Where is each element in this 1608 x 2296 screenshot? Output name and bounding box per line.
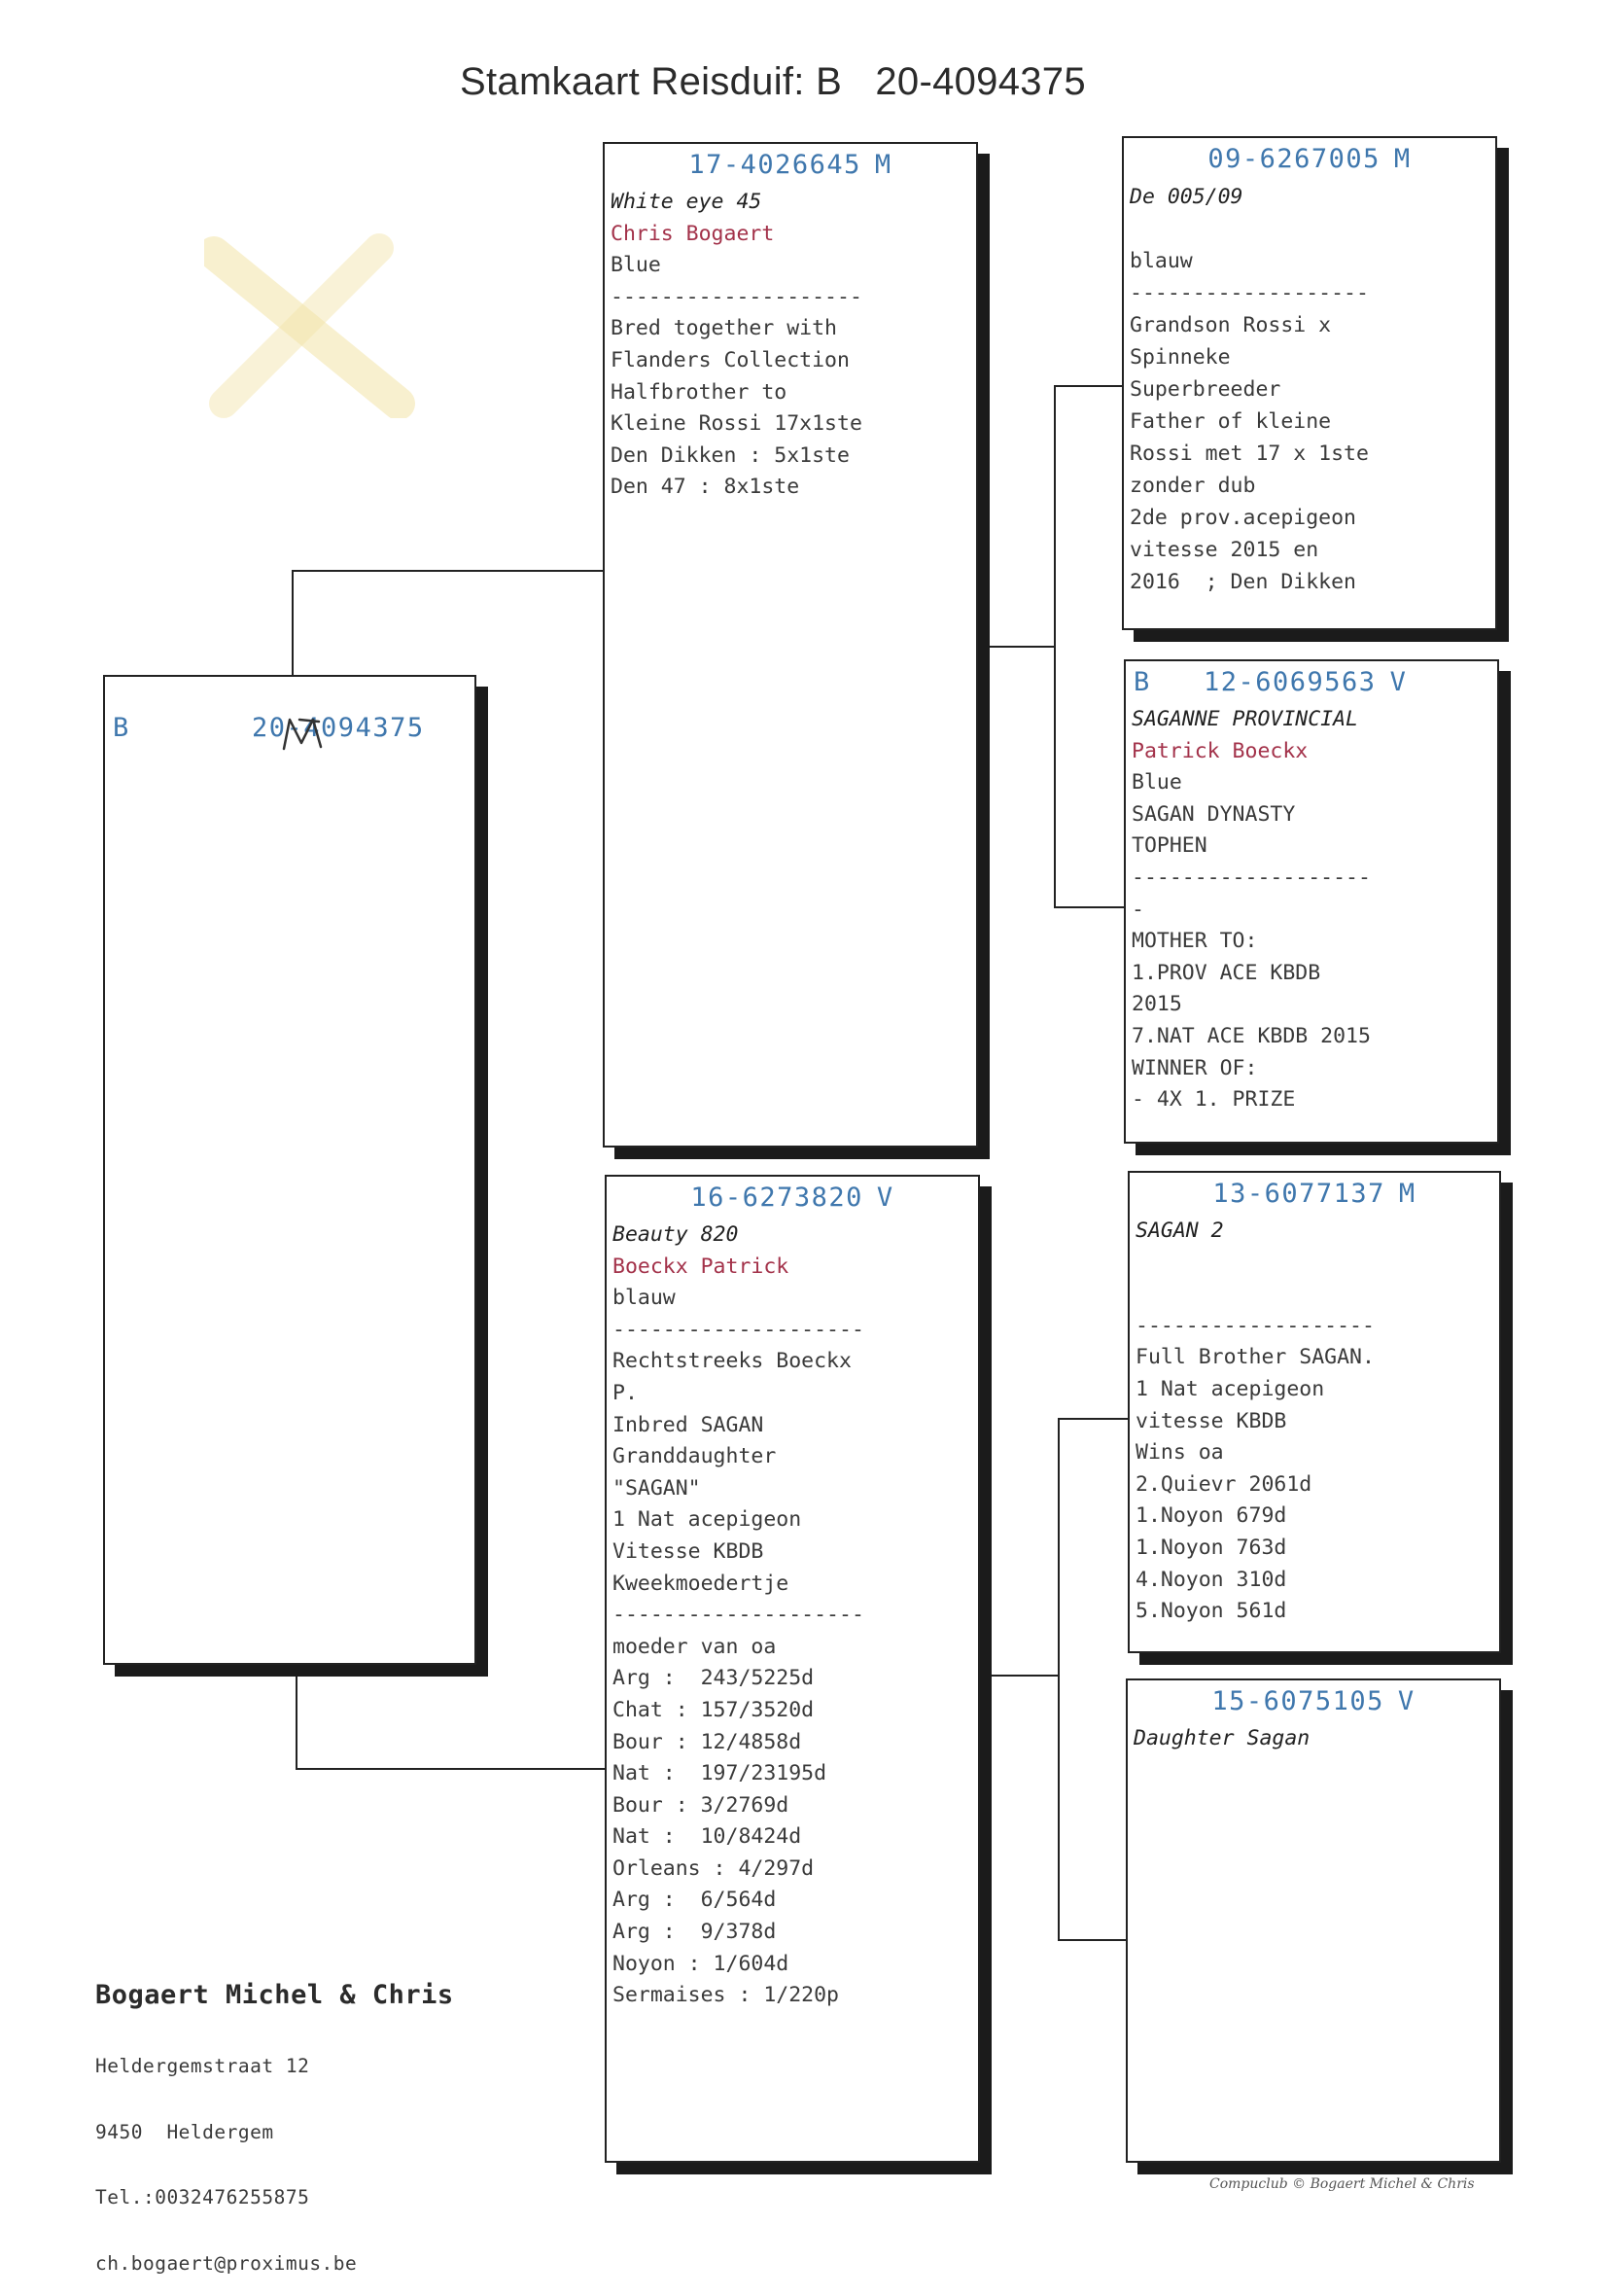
mother-line: moeder van oa [612, 1634, 777, 1659]
ff-box [1122, 136, 1497, 630]
subject-country: B [113, 713, 130, 743]
ff-line: zonder dub [1130, 474, 1256, 498]
father-breeder: Chris Bogaert [611, 221, 775, 246]
mf-line: 4.Noyon 310d [1136, 1567, 1287, 1592]
mm-box [1126, 1678, 1501, 2163]
mother-box [605, 1175, 980, 2163]
mf-ring-row [1130, 1179, 1499, 1209]
ff-ring: 09-6267005 [1207, 144, 1381, 174]
connector-ff-h [1054, 385, 1124, 387]
ff-line: vitesse 2015 en [1130, 538, 1319, 562]
mf-line: Wins oa [1136, 1440, 1224, 1466]
tape-mark [204, 233, 418, 418]
father-box [603, 142, 978, 1148]
fm-line: 2015 [1132, 992, 1182, 1017]
ff-sex: M [1393, 144, 1412, 174]
fm-country: B [1134, 667, 1151, 697]
connector-mf-h [1058, 1418, 1130, 1420]
fm-line: TOPHEN [1132, 833, 1207, 859]
mm-ring-row [1128, 1686, 1499, 1716]
ff-line: Rossi met 17 x 1ste [1130, 442, 1369, 466]
mf-line: 1 Nat acepigeon [1136, 1376, 1325, 1401]
fm-breeder: Patrick Boeckx [1132, 738, 1309, 763]
connector-father-v [1054, 385, 1056, 908]
fm-line: - [1132, 897, 1144, 922]
mm-info [1134, 1723, 1495, 1755]
mother-line: Chat : 157/3520d [612, 1697, 815, 1722]
mother-ring: 16-6273820 [690, 1183, 863, 1213]
owner-block [95, 1939, 454, 2296]
mf-line: 1.Noyon 679d [1136, 1503, 1287, 1529]
mother-name: Beauty 820 [612, 1222, 739, 1247]
ff-line: Father of kleine [1130, 409, 1332, 434]
subject-box [103, 675, 476, 1665]
mf-name: SAGAN 2 [1136, 1219, 1224, 1243]
ff-info [1130, 181, 1491, 598]
footer-credit: Compuclub © Bogaert Michel & Chris [1209, 2176, 1475, 2192]
mother-line: Nat : 197/23195d [612, 1761, 827, 1786]
mother-line: Kweekmoedertje [612, 1571, 789, 1596]
mother-line: Noyon : 1/604d [612, 1951, 789, 1976]
father-name: White eye 45 [611, 190, 762, 214]
mm-ring: 15-6075105 [1211, 1686, 1384, 1716]
ff-line: Superbreeder [1130, 377, 1281, 402]
owner-city: 9450 Heldergem [95, 2120, 274, 2143]
mf-line: vitesse KBDB [1136, 1408, 1287, 1433]
father-line: Flanders Collection [611, 347, 850, 372]
mother-line: Arg : 243/5225d [612, 1666, 815, 1691]
mother-line: "SAGAN" [612, 1475, 701, 1501]
connector-father-out [990, 646, 1056, 648]
ff-name: De 005/09 [1130, 185, 1243, 209]
mother-line: Vitesse KBDB [612, 1538, 764, 1564]
mf-line: 1.Noyon 763d [1136, 1535, 1287, 1560]
connector-fm-h [1054, 906, 1126, 908]
father-line: Den 47 : 8x1ste [611, 475, 800, 500]
mother-line: Arg : 9/378d [612, 1920, 777, 1945]
mother-info [612, 1219, 974, 2012]
mother-line: Granddaughter [612, 1444, 777, 1469]
fm-line: 1.PROV ACE KBDB [1132, 960, 1321, 985]
ff-color: blauw [1130, 249, 1193, 273]
mf-sex: M [1398, 1179, 1416, 1209]
fm-name: SAGANNE PROVINCIAL [1132, 707, 1358, 731]
subject-ring: 20-4094375 [252, 713, 425, 743]
ff-line: 2de prov.acepigeon [1130, 506, 1356, 530]
owner-phone: Tel.:0032476255875 [95, 2186, 310, 2208]
mf-ring: 13-6077137 [1212, 1179, 1385, 1209]
father-info [611, 187, 972, 504]
mother-line: Inbred SAGAN [612, 1412, 764, 1437]
fm-ring-row [1126, 667, 1575, 697]
connector-mother-v [1058, 1418, 1060, 1941]
mother-ring-row [607, 1183, 978, 1213]
mother-breeder: Boeckx Patrick [612, 1254, 789, 1279]
mother-line: -------------------- [612, 1317, 864, 1342]
owner-name: Bogaert Michel & Chris [95, 1980, 454, 2010]
ff-ring-row [1124, 144, 1495, 174]
fm-line: WINNER OF: [1132, 1055, 1258, 1080]
connector-subject-father-h [292, 570, 603, 572]
connector-mm-h [1058, 1939, 1130, 1941]
fm-box [1124, 659, 1499, 1144]
mother-line: Rechtstreeks Boeckx [612, 1349, 852, 1374]
ff-line: ------------------- [1130, 281, 1369, 305]
connector-subject-mother-h [296, 1768, 607, 1770]
mother-line: Arg : 6/564d [612, 1888, 777, 1913]
connector-subject-mother-v [296, 1669, 297, 1770]
fm-color: Blue [1132, 770, 1182, 795]
mf-line: 2.Quievr 2061d [1136, 1471, 1312, 1497]
fm-info [1132, 704, 1493, 1116]
fm-sex: V [1389, 667, 1408, 697]
mother-line: Nat : 10/8424d [612, 1824, 802, 1850]
page-title: Stamkaart Reisduif: B 20-4094375 [460, 60, 1086, 103]
fm-line: - 4X 1. PRIZE [1132, 1087, 1296, 1113]
father-line: Bred together with [611, 316, 837, 341]
father-sex: M [874, 150, 892, 180]
mother-line: Bour : 3/2769d [612, 1792, 789, 1818]
mm-name: Daughter Sagan [1134, 1726, 1311, 1750]
fm-line: ------------------- [1132, 865, 1371, 890]
owner-street: Heldergemstraat 12 [95, 2055, 310, 2077]
father-ring: 17-4026645 [688, 150, 861, 180]
owner-email: ch.bogaert@proximus.be [95, 2251, 358, 2275]
mother-line: Orleans : 4/297d [612, 1855, 815, 1881]
fm-line: MOTHER TO: [1132, 929, 1258, 954]
fm-line: 7.NAT ACE KBDB 2015 [1132, 1023, 1371, 1048]
father-line: Halfbrother to [611, 379, 787, 405]
ff-line: Spinneke [1130, 345, 1231, 370]
father-line: -------------------- [611, 284, 862, 309]
mother-sex: V [876, 1183, 894, 1213]
handwritten-sex-mark [280, 714, 332, 753]
ff-line: Grandson Rossi x [1130, 313, 1332, 337]
father-line: Kleine Rossi 17x1ste [611, 411, 862, 437]
connector-mother-out [992, 1675, 1060, 1677]
father-ring-row [605, 150, 976, 180]
mother-line: P. [612, 1380, 638, 1405]
mf-line: ------------------- [1136, 1313, 1375, 1338]
mm-sex: V [1397, 1686, 1416, 1716]
mother-line: Sermaises : 1/220p [612, 1983, 839, 2008]
mother-line: -------------------- [612, 1603, 864, 1628]
mother-color: blauw [612, 1286, 676, 1311]
ff-line: 2016 ; Den Dikken [1130, 570, 1356, 594]
mf-info [1136, 1216, 1495, 1628]
fm-line: SAGAN DYNASTY [1132, 801, 1296, 827]
fm-ring: 12-6069563 [1204, 667, 1377, 697]
mother-line: Bour : 12/4858d [612, 1729, 802, 1754]
mother-line: 1 Nat acepigeon [612, 1507, 802, 1533]
connector-subject-father-v [292, 570, 294, 677]
mf-line: Full Brother SAGAN. [1136, 1345, 1375, 1370]
mf-box [1128, 1171, 1501, 1653]
father-line: Den Dikken : 5x1ste [611, 442, 850, 468]
father-color: Blue [611, 253, 661, 278]
mf-line: 5.Noyon 561d [1136, 1599, 1287, 1624]
